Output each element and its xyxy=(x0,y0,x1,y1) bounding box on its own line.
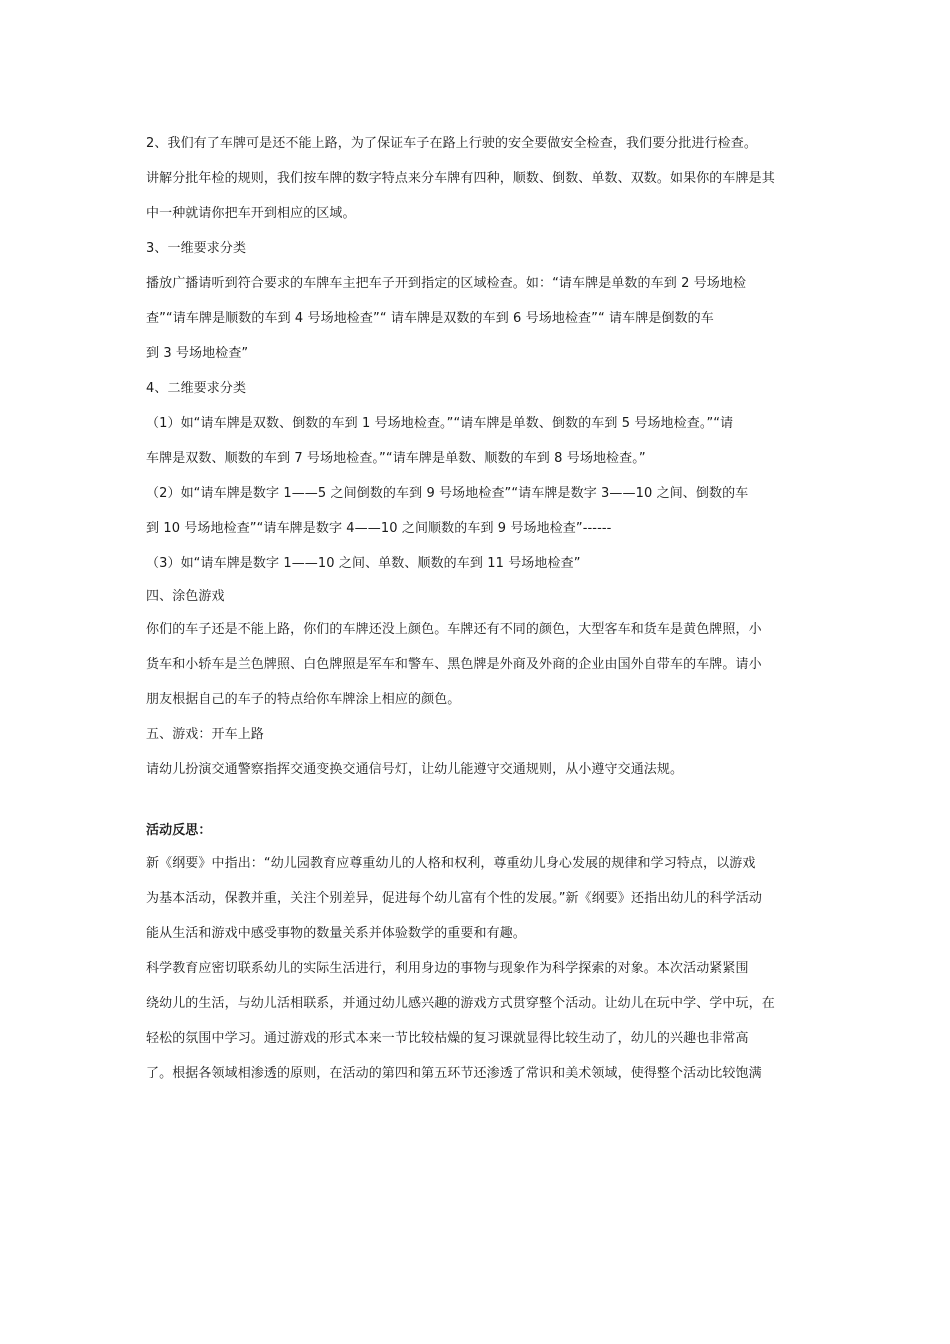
text-line: 新《纲要》中指出：“幼儿园教育应尊重幼儿的人格和权利，尊重幼儿身心发展的规律和学习特点，以游戏 xyxy=(146,856,756,871)
text-line: 你们的车子还是不能上路，你们的车牌还没上颜色。车牌还有不同的颜色，大型客车和货车是黄色牌照，小 xyxy=(146,622,762,637)
text-line: （2）如“请车牌是数字 1——5 之间倒数的车到 9 号场地检查”“请车牌是数字 3——10 之间、倒数的车 xyxy=(146,486,749,501)
text-line: 中一种就请你把车开到相应的区域。 xyxy=(146,206,356,221)
section-heading: 4、二维要求分类 xyxy=(146,381,247,396)
text-line: 请幼儿扮演交通警察指挥交通变换交通信号灯，让幼儿能遵守交通规则，从小遵守交通法规。 xyxy=(146,762,684,777)
text-line: 科学教育应密切联系幼儿的实际生活进行，利用身边的事物与现象作为科学探索的对象。本次活动紧紧围 xyxy=(146,961,749,976)
text-line: （3）如“请车牌是数字 1——10 之间、单数、顺数的车到 11 号场地检查” xyxy=(146,556,581,571)
text-line: （1）如“请车牌是双数、倒数的车到 1 号场地检查。”“请车牌是单数、倒数的车到 5 号场地检查。”“请 xyxy=(146,416,734,431)
text-line: 了。根据各领域相渗透的原则，在活动的第四和第五环节还渗透了常识和美术领域，使得整个活动比较饱满 xyxy=(146,1066,762,1081)
text-line: 到 10 号场地检查”“请车牌是数字 4——10 之间顺数的车到 9 号场地检查”------ xyxy=(146,521,612,536)
text-line: 播放广播请听到符合要求的车牌车主把车子开到指定的区域检查。如：“请车牌是单数的车到 2 号场地检 xyxy=(146,276,747,291)
text-line: 车牌是双数、顺数的车到 7 号场地检查。”“请车牌是单数、顺数的车到 8 号场地检查。” xyxy=(146,451,646,466)
text-line: 朋友根据自己的车子的特点给你车牌涂上相应的颜色。 xyxy=(146,692,461,707)
text-line: 到 3 号场地检查” xyxy=(146,346,249,361)
text-line: 查”“请车牌是顺数的车到 4 号场地检查”“ 请车牌是双数的车到 6 号场地检查”“ 请车牌是倒数的车 xyxy=(146,311,714,326)
text-line: 绕幼儿的生活，与幼儿活相联系，并通过幼儿感兴趣的游戏方式贯穿整个活动。让幼儿在玩中学、学中玩，在 xyxy=(146,996,775,1011)
spacer xyxy=(146,787,810,815)
text-line: 轻松的氛围中学习。通过游戏的形式本来一节比较枯燥的复习课就显得比较生动了，幼儿的兴趣也非常高 xyxy=(146,1031,749,1046)
text-line: 讲解分批年检的规则，我们按车牌的数字特点来分车牌有四种，顺数、倒数、单数、双数。如果你的车牌是其 xyxy=(146,171,775,186)
section-heading: 3、一维要求分类 xyxy=(146,241,247,256)
text-line: 为基本活动，保教并重，关注个别差异，促进每个幼儿富有个性的发展。”新《纲要》还指出幼儿的科学活动 xyxy=(146,891,763,906)
text-line: 能从生活和游戏中感受事物的数量关系并体验数学的重要和有趣。 xyxy=(146,926,526,941)
text-line: 2、我们有了车牌可是还不能上路，为了保证车子在路上行驶的安全要做安全检查，我们要分批进行检查。 xyxy=(146,136,757,151)
section-heading: 四、涂色游戏 xyxy=(146,589,225,604)
section-heading: 五、游戏：开车上路 xyxy=(146,727,264,742)
reflection-title: 活动反思： xyxy=(146,823,212,838)
text-line: 货车和小轿车是兰色牌照、白色牌照是军车和警车、黑色牌是外商及外商的企业由国外自带车的车牌。请小 xyxy=(146,657,762,672)
document-page xyxy=(146,126,810,1091)
